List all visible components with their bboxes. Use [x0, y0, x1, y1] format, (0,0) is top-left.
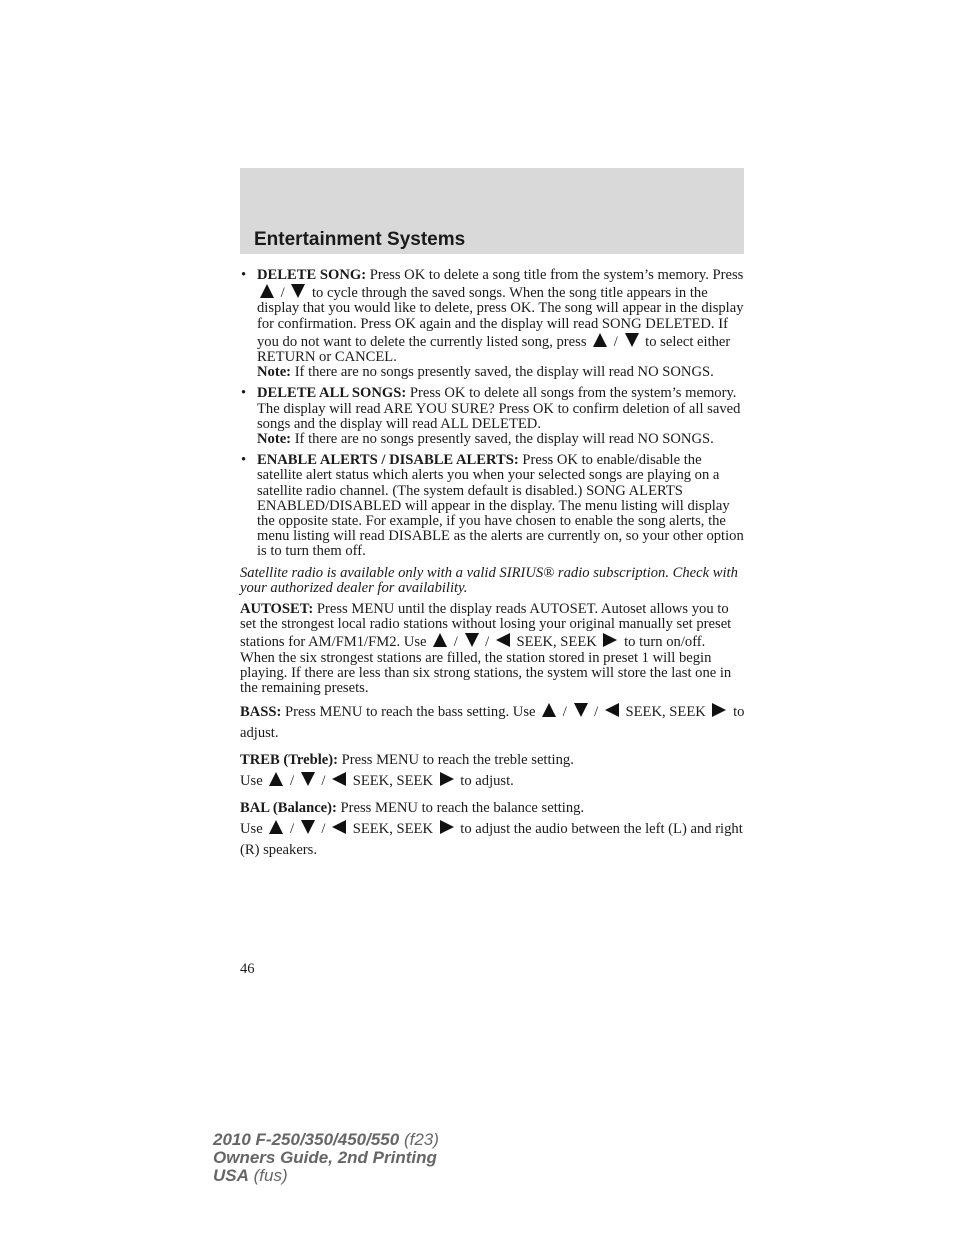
autoset-text-1: Press MENU until the display reads AUTOSET. Autoset allows you to set the strongest local radio stations without losing your original manually set preset stations for AM/FM1/FM2. Use — [240, 601, 732, 651]
treb-sep-1: / — [286, 773, 298, 790]
autoset-paragraph-2: When the six strongest stations are filled, the station stored in preset 1 will begin playing. If there are less than six strong stations, the system will store the last one in the remaining presets. — [240, 649, 732, 697]
delete-song-text-1: Press OK to delete a song title from the system’s memory. Press — [366, 267, 744, 283]
alerts-text: Press OK to enable/disable the satellite alert status which alerts you when your selected songs are playing on a satellite radio channel. (The system default is disabled.) SONG ALERTS ENABLED/DISABLED will appear in the display. The menu listing will display the opposite state. For example, if you have chosen to enable the song alerts, the menu listing will read DISABLE as the alerts are currently on, so your other option is to turn them off. — [257, 452, 744, 560]
right-arrow-icon — [439, 819, 455, 835]
footer-model: 2010 F-250/350/450/550 — [213, 1130, 400, 1149]
bullet-delete-all-songs — [240, 386, 746, 447]
delete-song-text-3: to select either RETURN or CANCEL. — [257, 333, 731, 366]
autoset-label: AUTOSET: — [240, 601, 314, 618]
page-number: 46 — [240, 961, 255, 977]
bal-text-4: to adjust the audio between the left (L) and right (R) speakers. — [240, 821, 743, 859]
treb-paragraph — [240, 750, 746, 792]
bal-text-1: Press MENU to reach the balance setting. — [336, 800, 585, 817]
treb-text-3: SEEK, SEEK — [349, 773, 437, 790]
section-title: Entertainment Systems — [254, 229, 466, 250]
footer-market: USA — [213, 1166, 249, 1185]
bass-sep-2: / — [590, 704, 602, 721]
bullet-enable-alerts — [240, 453, 746, 559]
footer — [213, 1131, 439, 1185]
autoset-sep-2: / — [481, 634, 493, 651]
down-arrow-icon — [573, 702, 589, 718]
bass-label: BASS: — [240, 704, 282, 721]
right-arrow-icon — [439, 771, 455, 787]
up-arrow-icon — [259, 283, 275, 299]
bal-sep-2: / — [317, 821, 330, 838]
treb-text-2: Use — [240, 773, 267, 790]
treb-label: TREB (Treble): — [240, 752, 338, 769]
delete-song-note-text: If there are no songs presently saved, the display will read NO SONGS. — [291, 364, 714, 381]
sirius-note: Satellite radio is available only with a valid SIRIUS® radio subscription. Check with your authorized dealer for availability. — [240, 564, 738, 596]
footer-line-1 — [213, 1131, 439, 1149]
up-arrow-icon — [592, 332, 608, 348]
bal-label: BAL (Balance): — [240, 800, 337, 817]
left-arrow-icon — [331, 819, 347, 835]
bal-sep-1: / — [286, 821, 298, 838]
footer-line-3 — [213, 1167, 439, 1185]
footer-line-2: Owners Guide, 2nd Printing — [213, 1148, 437, 1167]
up-arrow-icon — [268, 819, 284, 835]
autoset-paragraph — [240, 602, 746, 651]
down-arrow-icon — [624, 332, 640, 348]
delete-song-sep-2: / — [610, 333, 622, 350]
left-arrow-icon — [331, 771, 347, 787]
delete-all-label: DELETE ALL SONGS: — [257, 385, 407, 402]
bass-sep-1: / — [559, 704, 571, 721]
delete-song-text-2: to cycle through the saved songs. When the song title appears in the display that you would like to delete, press OK. The song will appear in the display for confirmation. Press OK again and the display will read SONG DELETED. If you do not want to delete the currently listed song, press — [257, 285, 744, 350]
delete-song-label: DELETE SONG: — [257, 267, 367, 283]
bal-paragraph — [240, 798, 746, 861]
delete-song-note-label: Note: — [257, 364, 292, 381]
bullet-delete-song — [240, 268, 746, 380]
autoset-text-3: to turn on/off. — [620, 634, 706, 651]
bass-text-3: to adjust. — [240, 704, 745, 742]
down-arrow-icon — [300, 819, 316, 835]
up-arrow-icon — [432, 632, 448, 648]
footer-market-code: (fus) — [248, 1166, 288, 1185]
treb-text-4: to adjust. — [456, 773, 514, 790]
bal-text-3: SEEK, SEEK — [349, 821, 437, 838]
delete-all-text: Press OK to delete all songs from the system’s memory. The display will read ARE YOU SURE? Press OK to confirm deletion of all saved songs and the display will read ALL DELETED. — [257, 385, 741, 432]
footer-model-code: (f23) — [399, 1130, 439, 1149]
bullet-list — [240, 268, 746, 560]
bass-text-2: SEEK, SEEK — [621, 704, 710, 721]
up-arrow-icon — [268, 771, 284, 787]
down-arrow-icon — [464, 632, 480, 648]
down-arrow-icon — [290, 283, 306, 299]
autoset-text-2: SEEK, SEEK — [512, 634, 601, 651]
treb-sep-2: / — [317, 773, 330, 790]
bass-paragraph — [240, 702, 746, 744]
delete-all-note-label: Note: — [257, 431, 292, 448]
up-arrow-icon — [541, 702, 557, 718]
left-arrow-icon — [604, 702, 620, 718]
delete-song-sep-1: / — [277, 285, 289, 302]
header-band — [240, 168, 744, 254]
left-arrow-icon — [495, 632, 511, 648]
bass-text-1: Press MENU to reach the bass setting. Use — [281, 704, 540, 721]
right-arrow-icon — [602, 632, 618, 648]
treb-text-1: Press MENU to reach the treble setting. — [337, 752, 574, 769]
down-arrow-icon — [300, 771, 316, 787]
right-arrow-icon — [711, 702, 727, 718]
page-content — [240, 268, 746, 867]
bal-text-2: Use — [240, 821, 267, 838]
alerts-label: ENABLE ALERTS / DISABLE ALERTS: — [257, 452, 519, 469]
delete-all-note-text: If there are no songs presently saved, the display will read NO SONGS. — [291, 431, 714, 448]
autoset-sep-1: / — [450, 634, 462, 651]
